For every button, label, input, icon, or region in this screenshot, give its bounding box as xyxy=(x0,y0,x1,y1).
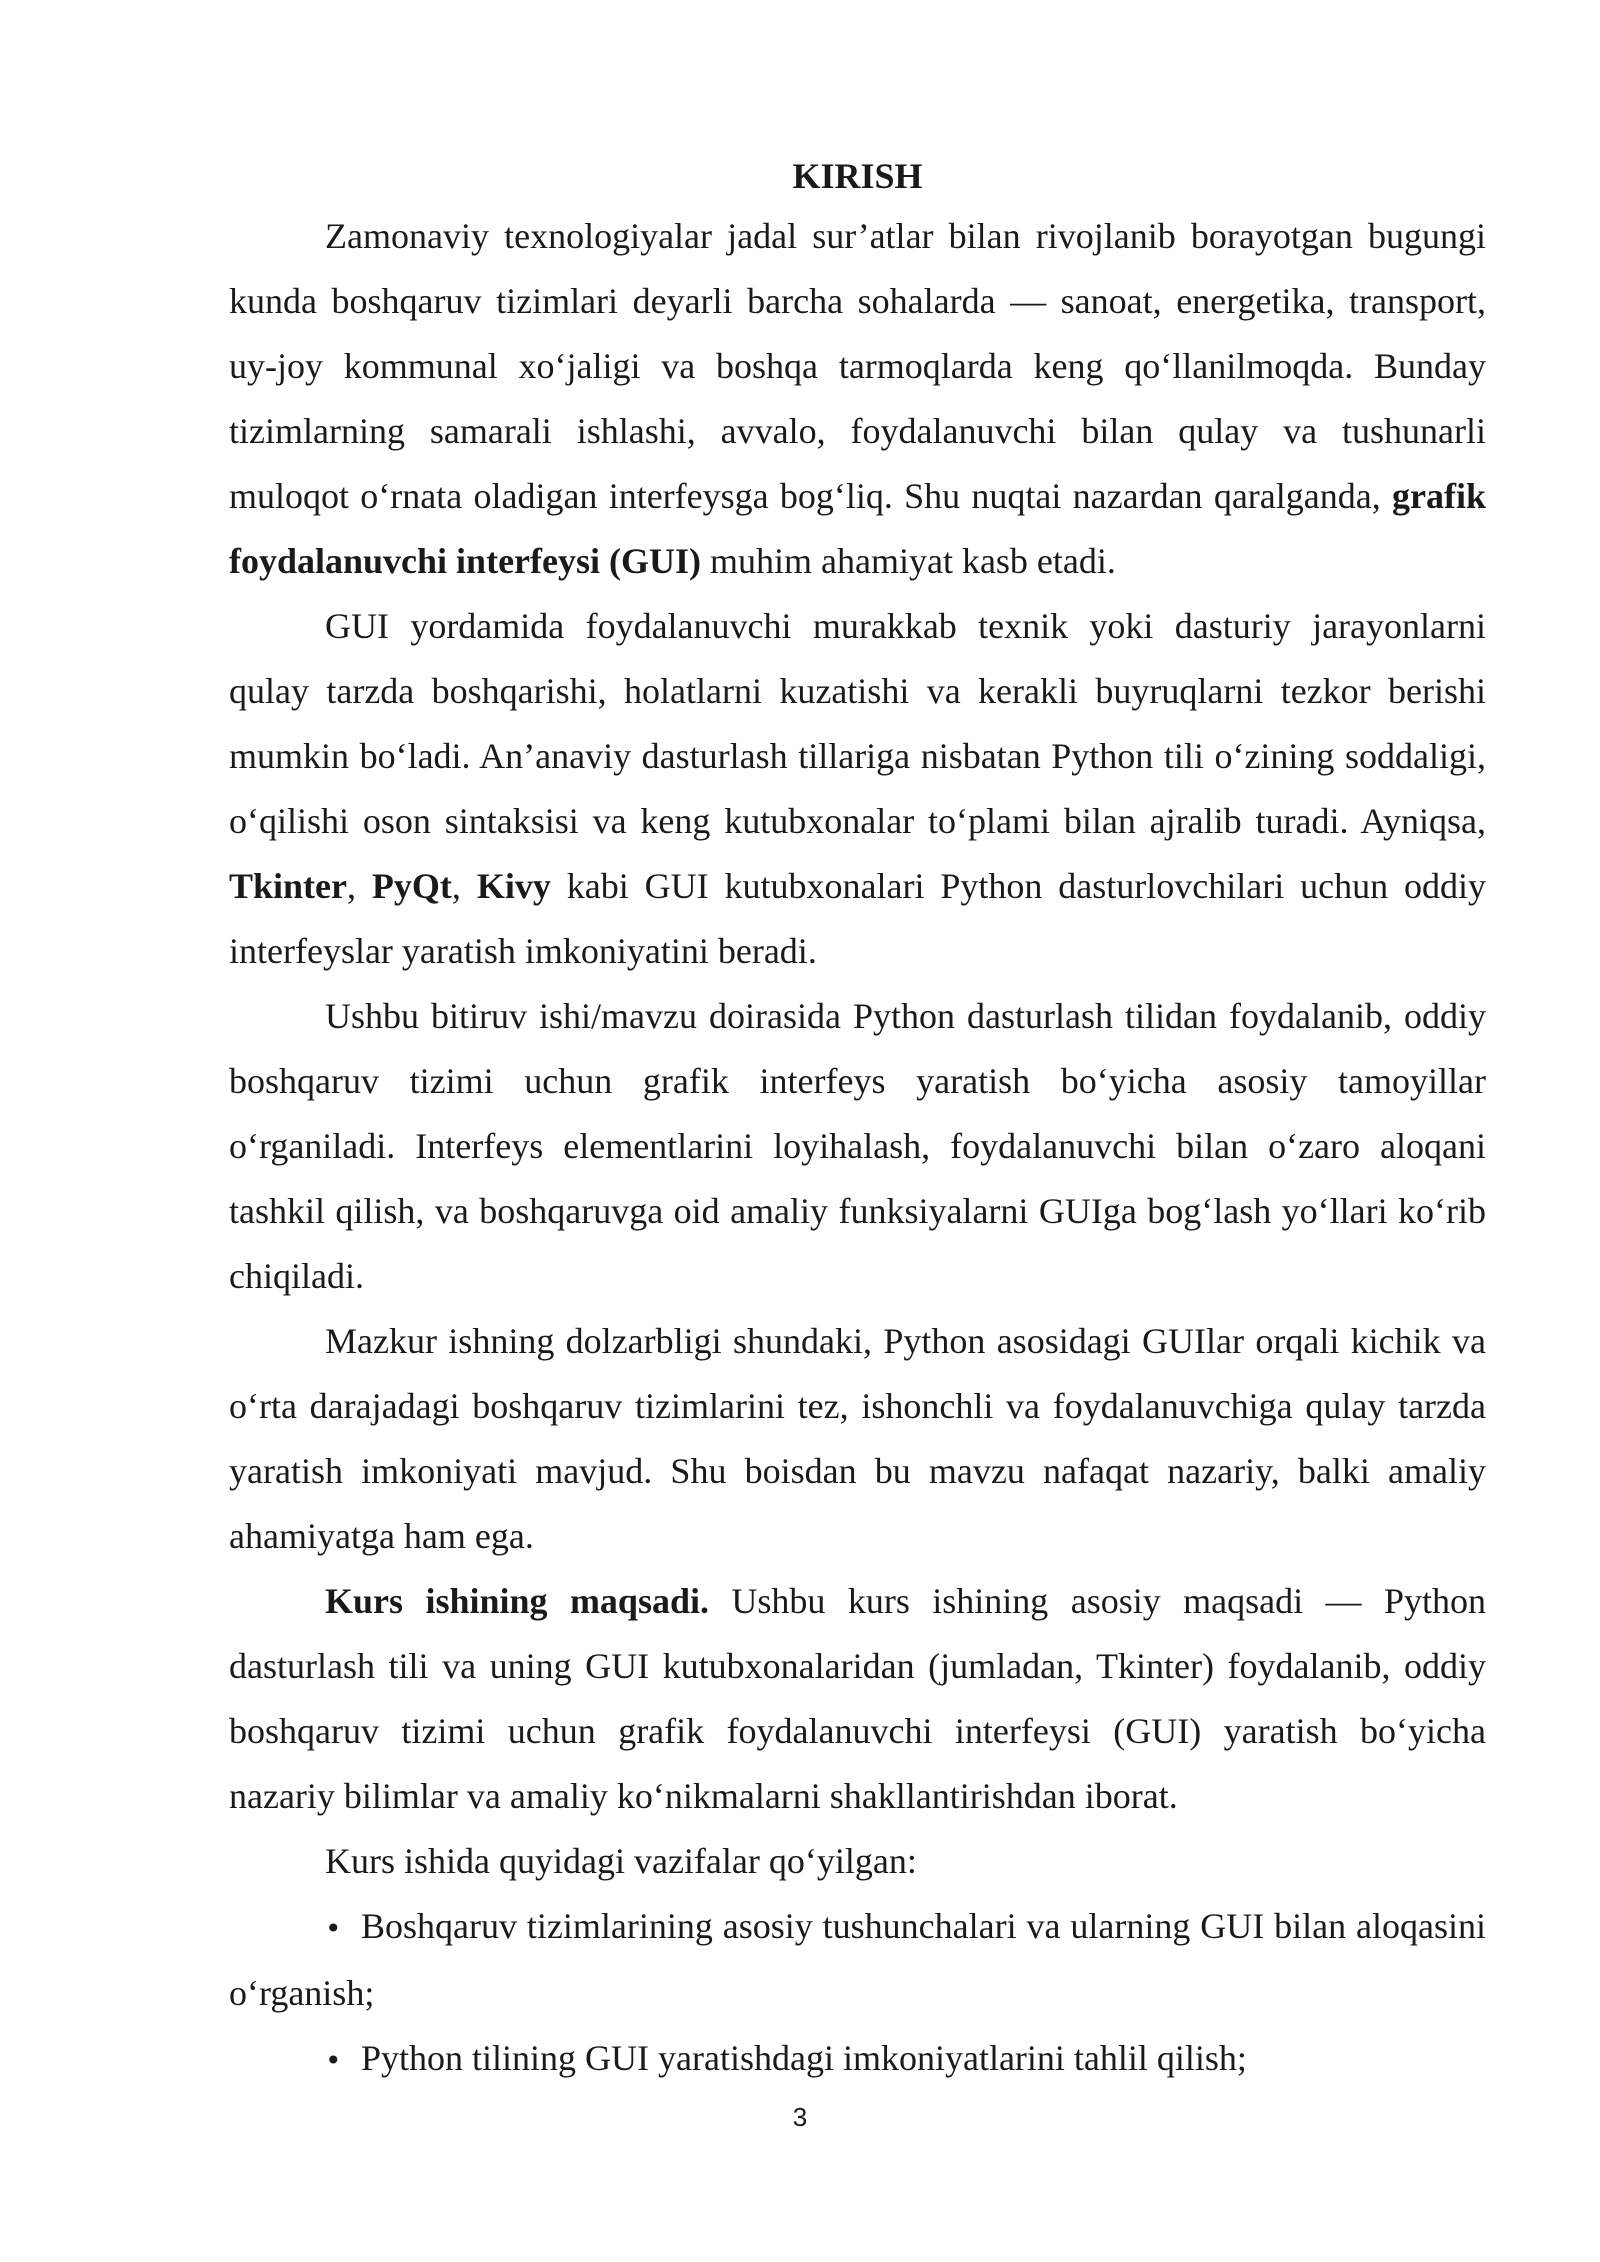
tasks-list xyxy=(229,1894,1486,2093)
goal-paragraph xyxy=(229,1569,1486,1829)
intro-paragraph xyxy=(229,204,1486,594)
gui-term-bold: grafik foydalanuvchi interfeysi (GUI) xyxy=(229,476,1486,581)
scope-paragraph: Ushbu bitiruv ishi/mavzu doirasida Python dasturlash tilidan foydalanib, oddiy boshqaruv tizimi uchun grafik interfeys yaratish bo‘yicha asosiy tamoyillar o‘rganiladi. Interfeys elementlarini loyihalash, foydalanuvchi bilan o‘zaro aloqani tashkil qilish, va boshqaruvga oid amaliy funksiyalarni GUIga bog‘lash yo‘llari ko‘rib chiqiladi. xyxy=(229,996,1486,1296)
list-item-text: Python tilining GUI yaratishdagi imkoniyatlarini tahlil qilish; xyxy=(361,2038,1247,2078)
page-number: 3 xyxy=(792,2102,808,2132)
list-item xyxy=(229,2026,1486,2093)
list-item xyxy=(229,1894,1486,2026)
separator: , xyxy=(451,866,477,906)
library-kivy: Kivy xyxy=(476,866,551,906)
intro-text: Zamonaviy texnologiyalar jadal sur’atlar bilan rivojlanib borayotgan bugungi kunda boshqaruv tizimlari deyarli barcha sohalarda — sanoat, energetika, transport, uy-joy kommunal xo‘jaligi va boshqa tarmoqlarda keng qo‘llanilmoqda. Bunday tizimlarning samarali ishlashi, avvalo, foydalanuvchi bilan qulay va tushunarli muloqot o‘rnata oladigan interfeysga bog‘liq. Shu nuqtai nazardan qaralganda, xyxy=(229,216,1486,516)
bullet-icon: • xyxy=(325,1912,342,1945)
list-item-text: Boshqaruv tizimlarining asosiy tushunchalari va ularning GUI bilan aloqasini o‘rganish; xyxy=(229,1906,1486,2013)
relevance-paragraph: Mazkur ishning dolzarbligi shundaki, Python asosidagi GUIlar orqali kichik va o‘rta darajadagi boshqaruv tizimlarini tez, ishonchli va foydalanuvchiga qulay tarzda yaratish imkoniyati mavjud. Shu boisdan bu mavzu nafaqat nazariy, balki amaliy ahamiyatga ham ega. xyxy=(229,1321,1486,1556)
section-heading: KIRISH xyxy=(792,156,923,196)
gui-text-end: kabi GUI kutubxonalari Python dasturlovchilari uchun oddiy interfeyslar yaratish imkoniyatini beradi. xyxy=(229,866,1486,971)
library-tkinter: Tkinter xyxy=(229,866,348,906)
gui-paragraph xyxy=(229,594,1486,984)
tasks-intro: Kurs ishida quyidagi vazifalar qo‘yilgan: xyxy=(325,1841,917,1881)
gui-text: GUI yordamida foydalanuvchi murakkab texnik yoki dasturiy jarayonlarni qulay tarzda boshqarishi, holatlarni kuzatishi va kerakli buyruqlarni tezkor berishi mumkin bo‘ladi. An’anaviy dasturlash tillariga nisbatan Python tili o‘zining soddaligi, o‘qilishi oson sintaksisi va keng kutubxonalar to‘plami bilan ajralib turadi. Ayniqsa, xyxy=(229,606,1486,841)
goal-text: Ushbu kurs ishining asosiy maqsadi — Python dasturlash tili va uning GUI kutubxonalaridan (jumladan, Tkinter) foydalanib, oddiy boshqaruv tizimi uchun grafik foydalanuvchi interfeysi (GUI) yaratish bo‘yicha nazariy bilimlar va amaliy ko‘nikmalarni shakllantirishdan iborat. xyxy=(229,1581,1487,1816)
bullet-icon: • xyxy=(325,2044,342,2077)
goal-label: Kurs ishining maqsadi. xyxy=(325,1581,709,1621)
separator: , xyxy=(347,866,372,906)
page-content xyxy=(229,148,1486,2093)
library-pyqt: PyQt xyxy=(371,866,452,906)
intro-text-end: muhim ahamiyat kasb etadi. xyxy=(701,541,1116,581)
